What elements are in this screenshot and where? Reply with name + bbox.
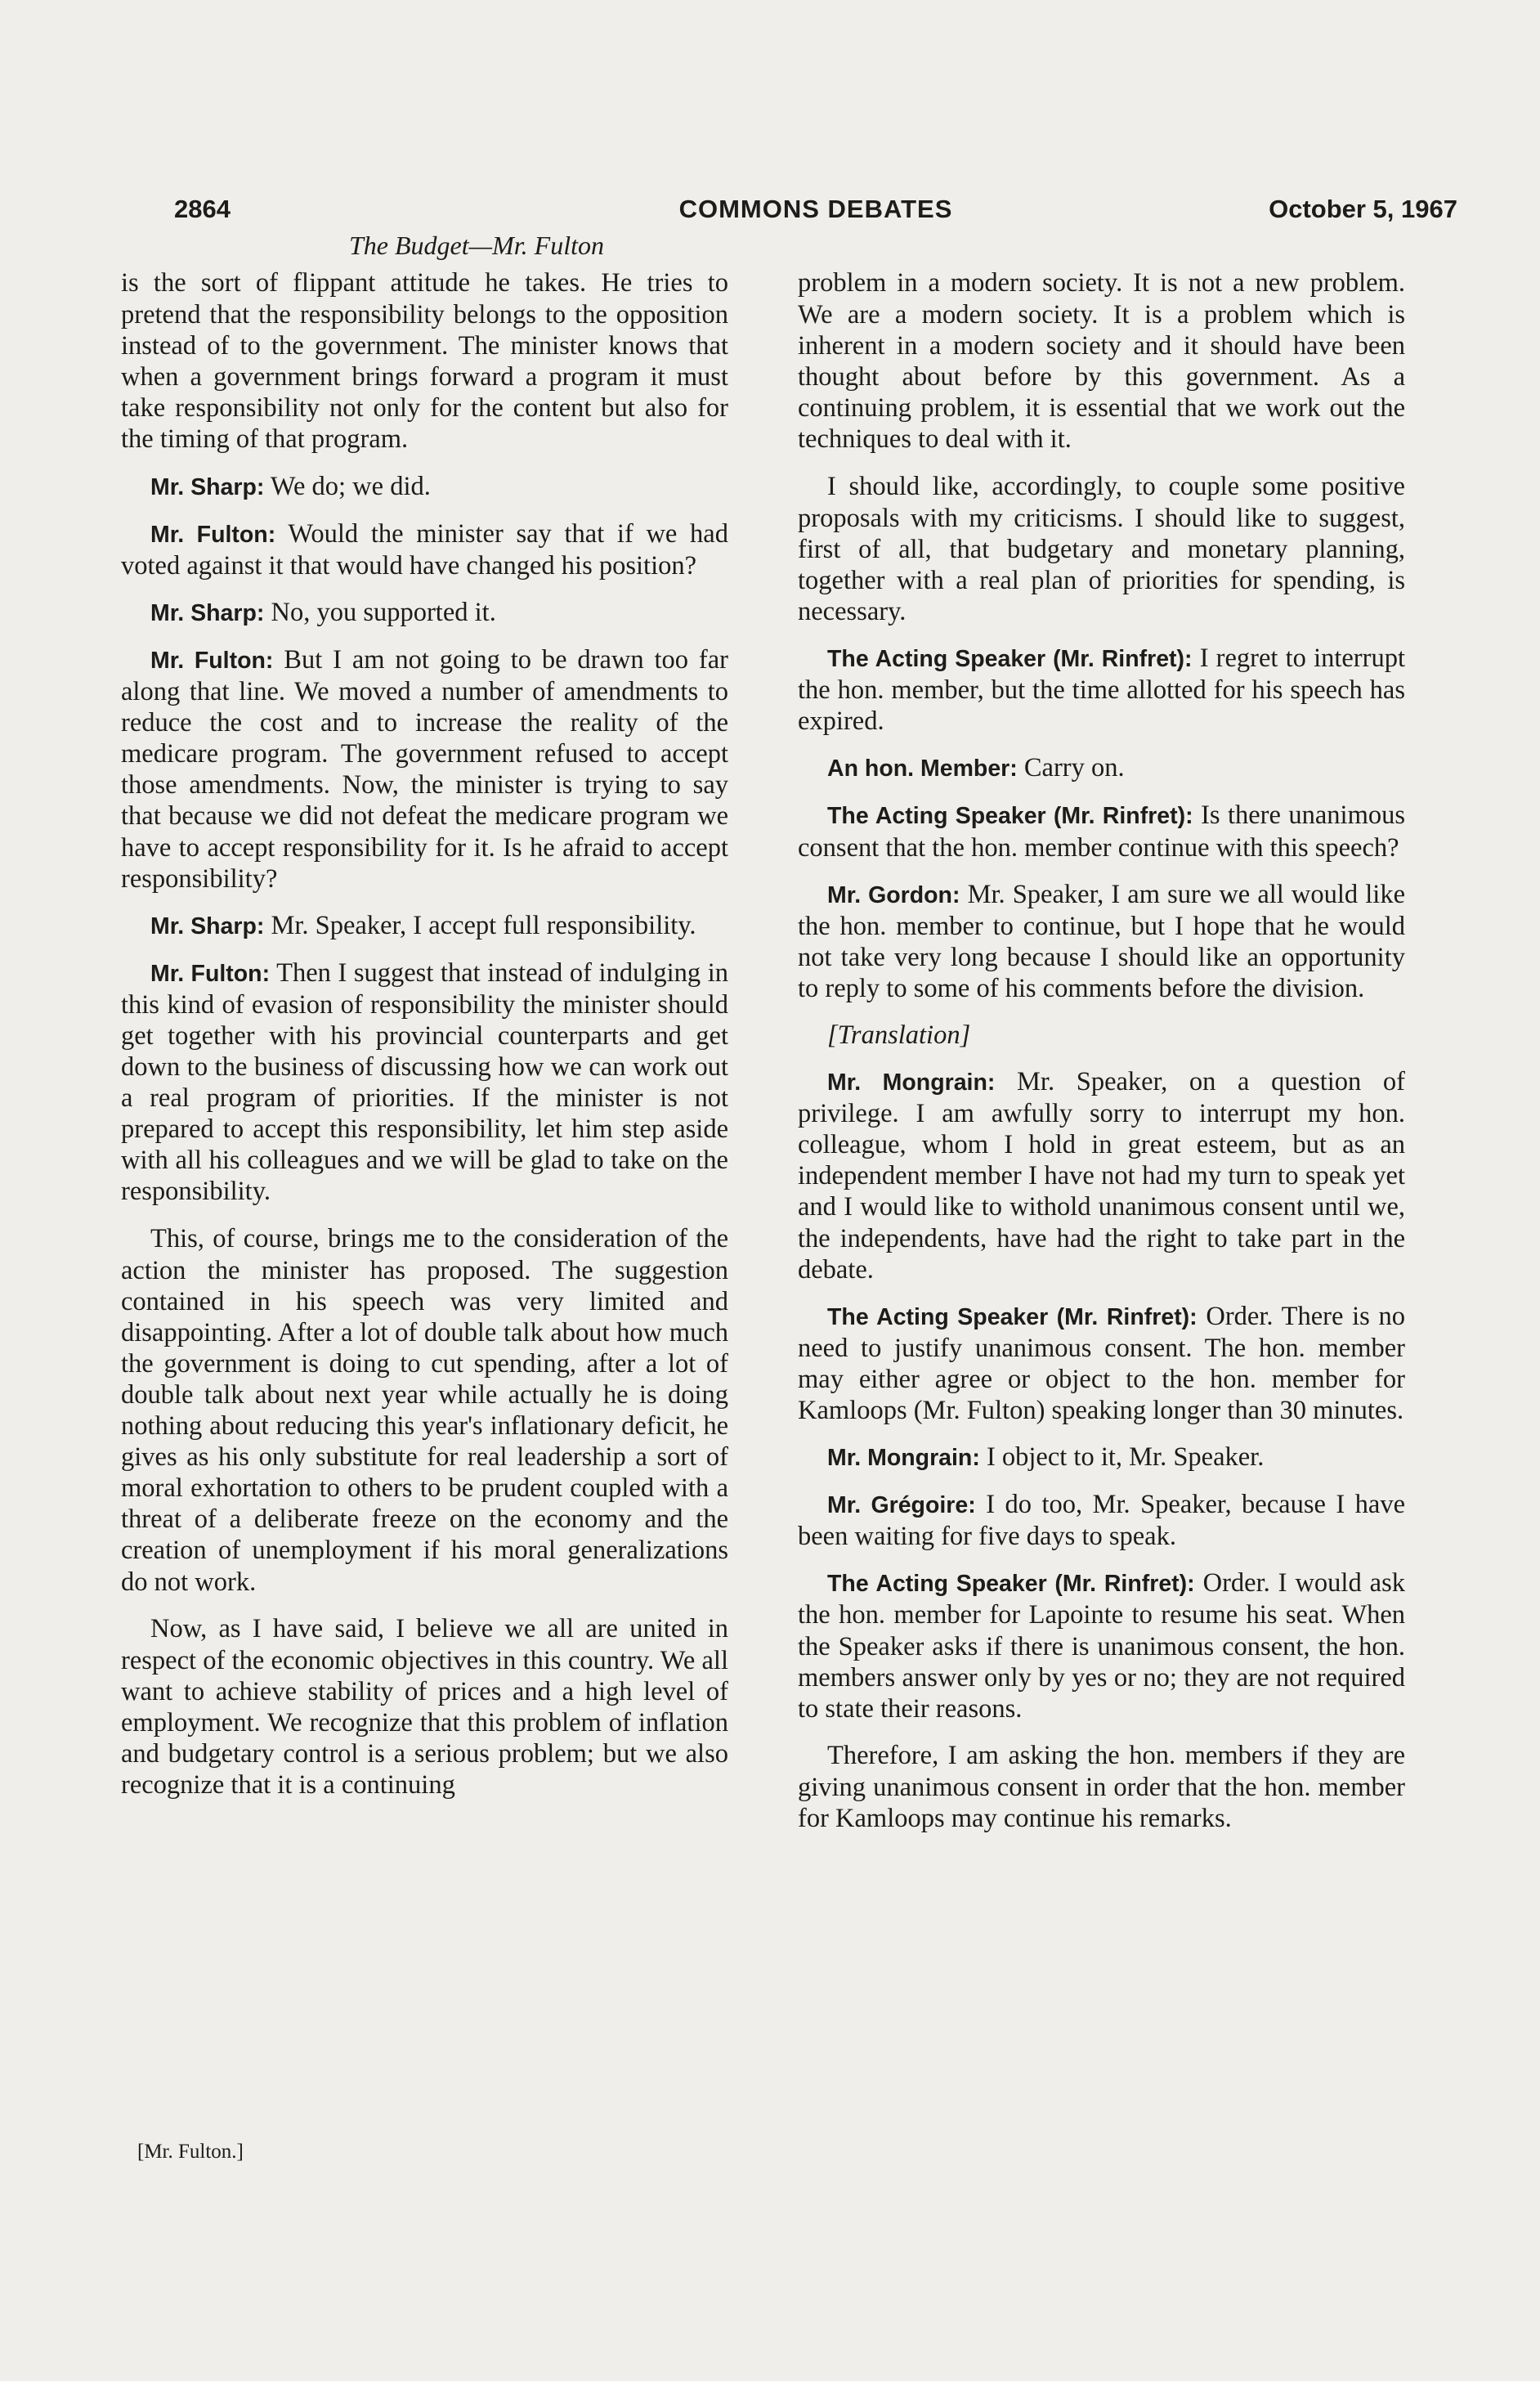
paragraph [798,471,1405,627]
paragraph [798,800,1405,863]
paragraph-text: Order. There is no need to justify unanimous consent. The hon. member may either agree or object to the hon. member for Kamloops (Mr. Fulton) speaking longer than 30 minutes. [798,1301,1405,1425]
paragraph [798,1301,1405,1426]
speaker-name: Mr. Fulton: [150,647,274,674]
paragraph [798,267,1405,455]
paragraph-text: But I am not going to be drawn too far along that line. We moved a number of amendments to reduce the cost and to increase the reality of the medicare program. The government refused to accept those amendments. Now, the minister is trying to say that because we did not defeat the medicare program we have to accept responsibility for it. Is he afraid to accept responsibility? [121,644,728,894]
paragraph-text: Carry on. [1023,753,1125,783]
paragraph [798,879,1405,1004]
speaker-name: The Acting Speaker (Mr. Rinfret): [827,1571,1195,1598]
paragraph [798,1740,1405,1834]
paragraph [121,597,728,629]
paragraph-text: I regret to interrupt the hon. member, but the time allotted for his speech has expired. [798,643,1405,737]
paragraph-text: Mr. Speaker, on a question of privilege. I am awfully sorry to interrupt my hon. colleague, whom I hold in great esteem, but as an independent member I have not had my turn to speak yet and I would like to withold unanimous consent until we, the independents, have had the right to take part in the debate. [798,1067,1406,1285]
paragraph [121,267,728,455]
paragraph-text: Mr. Speaker, I am sure we all would like the hon. member to continue, but I hope that he would not take very long because I should like an opportunity to reply to some of his comments before the division. [798,879,1406,1003]
paragraph [798,1442,1405,1473]
paragraph [121,910,728,942]
speaker-name: Mr. Grégoire: [827,1492,976,1519]
paragraph-text: No, you supported it. [271,597,496,627]
paragraph [121,471,728,503]
speaker-name: Mr. Mongrain: [827,1069,996,1096]
paragraph-text: I object to it, Mr. Speaker. [986,1442,1265,1473]
paragraph-text: problem in a modern society. It is not a new problem. We are a modern society. It is a problem which is inherent in a modern society and it should have been thought about before by this government. As a continuing problem, it is essential that we work out the techniques to deal with it. [798,268,1405,455]
paragraph [121,644,728,895]
speaker-name: Mr. Sharp: [150,473,265,500]
paragraph [121,1613,728,1801]
paragraph [798,1567,1405,1724]
footer-note: [Mr. Fulton.] [137,2141,244,2163]
paragraph-text: Would the minister say that if we had voted against it that would have changed his position? [121,518,728,581]
paragraph-text: is the sort of flippant attitude he takes. He tries to pretend that the responsibility belongs to the opposition instead of to the government. The minister knows that when a government brings forward a program it must take responsibility not only for the content but also for the timing of that program. [121,268,728,455]
paragraph-text: This, of course, brings me to the consideration of the action the minister has proposed. The suggestion contained in his speech was very limited and disappointing. After a lot of double talk about how much the government is doing to cut spending, after a lot of double talk about next year while actually he is doing nothing about reducing this year's inflationary deficit, he gives as his only substitute for real leadership a sort of moral exhortation to others to be prudent coupled with a threat of a deliberate freeze on the economy and the creation of unemployment if his moral generalizations do not work. [121,1223,728,1597]
page-header [174,195,1457,227]
paragraph [798,643,1405,737]
paragraph-text: Therefore, I am asking the hon. members if they are giving unanimous consent in order that the hon. member for Kamloops may continue his remarks. [798,1740,1405,1834]
page-number: 2864 [174,195,231,223]
paragraph [798,1489,1405,1552]
paragraph-text: We do; we did. [270,471,431,501]
right-column [798,267,1405,1850]
speaker-name: Mr. Mongrain: [827,1445,980,1472]
paragraph-text: Order. I would ask the hon. member for Lapointe to resume his seat. When the Speaker asks if there is unanimous consent, the hon. members answer only by yes or no; they are not required to state their reasons. [798,1568,1405,1724]
paragraph-text: Is there unanimous consent that the hon. member continue with this speech? [798,800,1406,863]
running-head: The Budget—Mr. Fulton [349,231,604,260]
paragraph-text: I should like, accordingly, to couple some positive proposals with my criticisms. I should like to suggest, first of all, that budgetary and monetary planning, together with a real plan of priorities for spending, is necessary. [798,471,1405,626]
paragraph-text: Mr. Speaker, I accept full responsibility. [271,910,696,940]
speaker-name: An hon. Member: [827,756,1018,782]
speaker-name: Mr. Sharp: [150,599,265,626]
paragraph [121,518,728,581]
paragraph-text: Now, as I have said, I believe we all are united in respect of the economic objectives in this country. We all want to achieve stability of prices and a high level of employment. We recognize that this problem of inflation and budgetary control is a serious problem; but we also recognize that it is a continuing [121,1613,728,1800]
paragraph-text: Then I suggest that instead of indulging in this kind of evasion of responsibility the minister should get together with his provincial counterparts and get down to the business of discussing how we can work out a real program of priorities. If the minister is not prepared to accept this responsibility, let him step aside with all his colleagues and we will be glad to take on the responsibility. [121,957,728,1207]
speaker-name: The Acting Speaker (Mr. Rinfret): [827,803,1193,830]
left-column [121,267,728,1816]
publication-title: COMMONS DEBATES [678,195,953,223]
speaker-name: Mr. Gordon: [827,881,960,908]
translation-label: [Translation] [827,1020,971,1050]
speaker-name: Mr. Sharp: [150,912,265,939]
paragraph-text: I do too, Mr. Speaker, because I have been waiting for five days to speak. [798,1490,1406,1552]
speaker-name: Mr. Fulton: [150,521,276,548]
speaker-name: The Acting Speaker (Mr. Rinfret): [827,646,1193,673]
paragraph [798,1066,1405,1285]
speaker-name: The Acting Speaker (Mr. Rinfret): [827,1303,1198,1330]
page-date: October 5, 1967 [1269,195,1457,223]
paragraph [121,1223,728,1598]
paragraph [121,957,728,1208]
speaker-name: Mr. Fulton: [150,960,271,987]
paragraph [798,752,1405,784]
